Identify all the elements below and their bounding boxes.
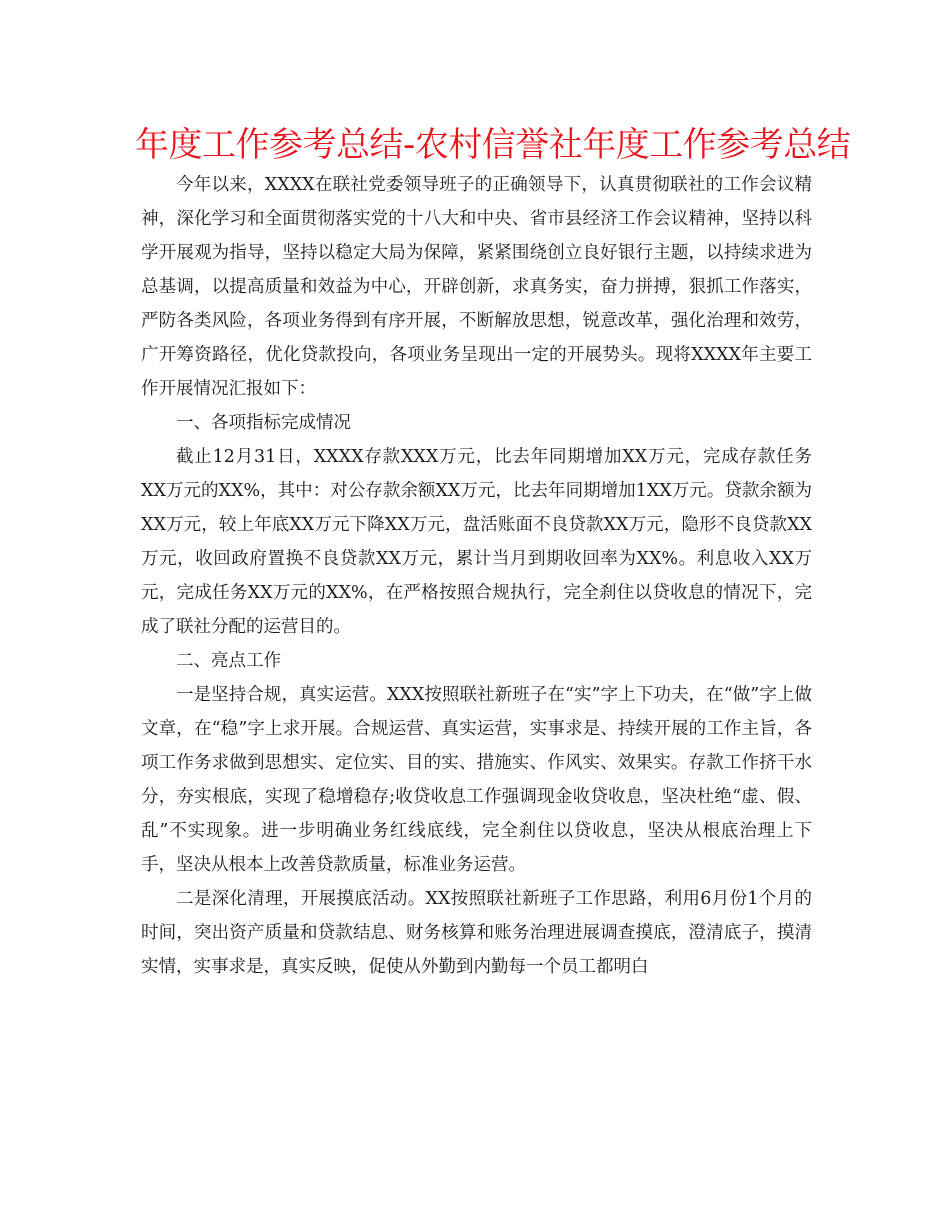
paragraph-indicators: 截止12月31日，XXXX存款XXX万元，比去年同期增加XX万元，完成存款任务XX万元的XX%，其中：对公存款余额XX万元，比去年同期增加1XX万元。贷款余额为XX万元，较上年底XX万元下降XX万元，盘活账面不良贷款XX万元，隐形不良贷款XX万元，收回政府置换不良贷款XX万元，累计当月到期收回率为XX%。利息收入XX万元，完成任务XX万元的XX%，在严格按照合规执行，完全刹住以贷收息的情况下，完成了联社分配的运营目的。 bbox=[141, 447, 812, 637]
section-heading-indicators: 一、各项指标完成情况 bbox=[176, 413, 351, 433]
paragraph-cleanup: 二是深化清理，开展摸底活动。XX按照联社新班子工作思路，利用6月份1个月的时间，突出资产质量和贷款结息、财务核算和账务治理进展调查摸底，澄清底子，摸清实情，实事求是，真实反映，促使从外勤到内勤每一个员工都明白 bbox=[141, 889, 812, 977]
paragraph-compliance: 一是坚持合规，真实运营。XXX按照联社新班子在“实”字上下功夫，在“做”字上做文章，在“稳”字上求开展。合规运营、真实运营，实事求是、持续开展的工作主旨，各项工作务求做到思想实、定位实、目的实、措施实、作风实、效果实。存款工作挤干水分，夯实根底，实现了稳增稳存;收贷收息工作强调现金收贷收息，坚决杜绝“虚、假、乱”不实现象。进一步明确业务红线底线，完全刹住以贷收息，坚决从根底治理上下手，坚决从根本上改善贷款质量，标准业务运营。 bbox=[141, 685, 812, 875]
document-body bbox=[141, 168, 812, 984]
document-title: 年度工作参考总结-农村信誉社年度工作参考总结 bbox=[135, 125, 851, 165]
section-heading-highlights: 二、亮点工作 bbox=[176, 651, 281, 671]
paragraph-intro: 今年以来，XXXX在联社党委领导班子的正确领导下，认真贯彻联社的工作会议精神，深化学习和全面贯彻落实党的十八大和中央、省市县经济工作会议精神，坚持以科学开展观为指导，坚持以稳定大局为保障，紧紧围绕创立良好银行主题，以持续求进为总基调，以提高质量和效益为中心，开辟创新，求真务实，奋力拼搏，狠抓工作落实，严防各类风险，各项业务得到有序开展，不断解放思想，锐意改革，强化治理和效劳，广开筹资路径，优化贷款投向，各项业务呈现出一定的开展势头。现将XXXX年主要工作开展情况汇报如下： bbox=[141, 175, 812, 399]
